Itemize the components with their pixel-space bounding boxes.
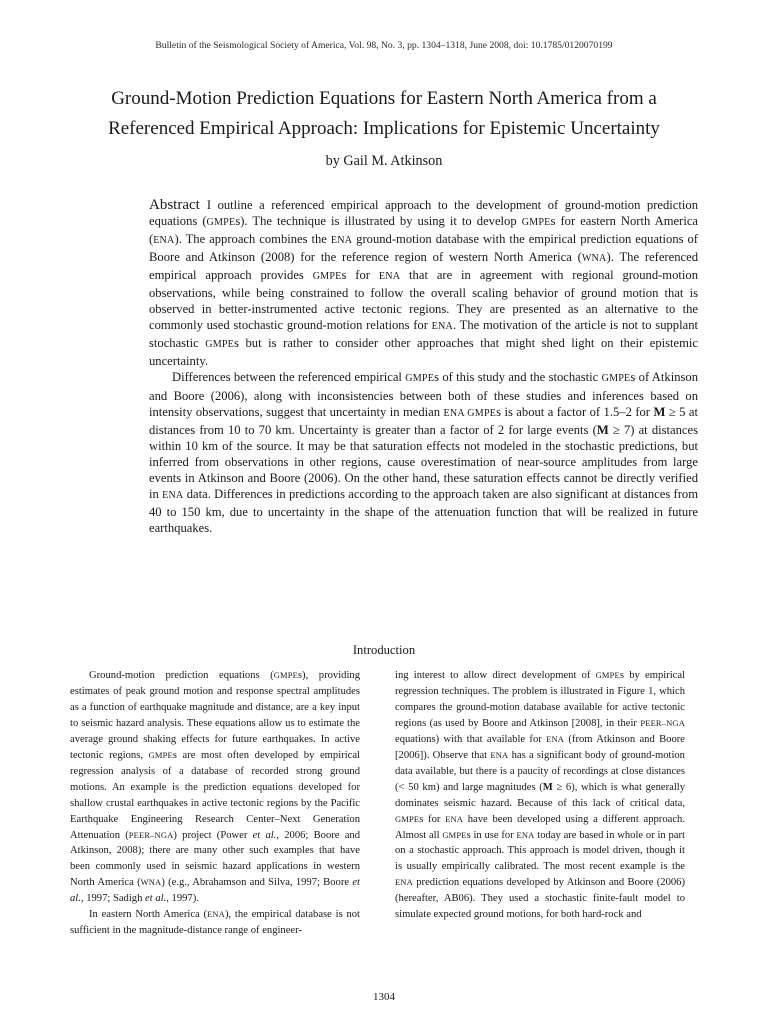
- body-paragraph: [395, 668, 685, 923]
- acronym: GMPE: [312, 271, 342, 283]
- body-text: have been developed using a different approach. Almost all: [395, 813, 685, 841]
- body-text: today are based in whole or in part on a stochastic approach. This approach is model driven, though it is usually empirically calibrated. The most recent example is the: [395, 829, 685, 873]
- body-text: (from Atkinson and Boore [2006]). Observe that: [395, 733, 685, 761]
- body-text: s are most often developed by empirical regression analysis of a database of recorded strong ground motions. An example is the prediction equations developed for shallow crustal earthquakes in active tectonic regions by the Pacific Earthquake Engineering Research Center–Next Generation Attenuation (: [70, 749, 360, 841]
- abstract-text: s for eastern North America (: [149, 214, 699, 247]
- body-text: , 2006; Boore and Atkinson, 2008); there are many other such examples that have been commonly used in seismic hazard applications in western North America (: [70, 829, 360, 889]
- body-text: equations) with that available for: [395, 733, 547, 745]
- acronym: ENA: [207, 909, 225, 920]
- acronym: WNA: [581, 253, 607, 265]
- article-title-line-1: Ground-Motion Prediction Equations for Eastern North America from a: [111, 88, 657, 109]
- magnitude-symbol: M: [542, 781, 553, 793]
- citation-etal: et al.: [252, 829, 277, 841]
- abstract-text: s of this study and the stochastic: [434, 370, 602, 385]
- body-text: has a significant body of ground-motion data available, but there is a paucity of recordings at close distances (< 50 km) and large magnitudes (: [395, 749, 685, 793]
- acronym: GMPE: [442, 829, 467, 840]
- acronym: ENA: [445, 813, 464, 824]
- body-paragraph: [70, 907, 360, 939]
- acronym: PEER–NGA: [640, 717, 685, 728]
- abstract-text: ground-motion database with the empirical prediction equations of Boore and Atkinson (2008) for the reference region of western North America (: [149, 232, 698, 265]
- body-text: ) project (Power: [173, 829, 253, 841]
- abstract-text: that are in agreement with regional ground-motion observations, while being constrained to follow the overall scaling behavior of ground motion that is observed in better-instrumented active tectonic regions. They are presented as an alternative to the commonly used stochastic ground-motion relations for: [149, 268, 698, 333]
- author-byline: by Gail M. Atkinson: [325, 153, 443, 169]
- body-text: s by empirical regression techniques. The problem is illustrated in Figure 1, which compares the ground-motion database available for active tectonic regions (as used by Boore and Atkinson [2008], in their: [395, 670, 685, 729]
- body-column-right: [395, 668, 685, 923]
- acronym: ENA GMPE: [443, 407, 497, 419]
- body-text: prediction equations developed by Atkinson and Boore (2006) (hereafter, AB06). They used a stochastic finite-fault model to simulate expected ground motions, for both hard-rock and: [395, 877, 685, 921]
- acronym: ENA: [516, 829, 535, 840]
- abstract-text: ). The referenced empirical approach provides: [149, 250, 698, 283]
- acronym: GMPE: [601, 373, 631, 385]
- magnitude-symbol: M: [596, 422, 609, 437]
- body-text: ), the empirical database is not sufficient in the magnitude-distance range of engineer-: [70, 909, 360, 937]
- acronym: GMPE: [395, 813, 420, 824]
- abstract-paragraph-1: [149, 197, 698, 369]
- body-text: s for: [419, 813, 446, 825]
- acronym: GMPE: [206, 217, 236, 229]
- abstract-text: I outline a referenced empirical approach to the development of ground-motion prediction equations (: [149, 198, 698, 229]
- acronym: GMPE: [405, 373, 435, 385]
- abstract-text: s for: [341, 268, 379, 283]
- acronym: ENA: [431, 321, 453, 333]
- acronym: GMPE: [205, 339, 235, 351]
- citation-etal: et al.: [70, 877, 360, 905]
- acronym: ENA: [395, 877, 413, 888]
- page-number: 1304: [373, 991, 395, 1003]
- body-text: In eastern North America (: [89, 909, 208, 921]
- abstract: [149, 197, 698, 536]
- acronym: PEER–NGA: [128, 829, 174, 840]
- abstract-text: ≥ 5 at distances from 10 to 70 km. Uncertainty is greater than a factor of 2 for large events (: [149, 404, 698, 437]
- body-text: s in use for: [466, 829, 517, 841]
- body-text: ≥ 6), which is what generally dominates seismic hazard. Because of this lack of critical data,: [395, 781, 685, 809]
- abstract-text: s). The technique is illustrated by using it to develop: [235, 214, 522, 229]
- abstract-text: s but is rather to consider other approaches that might shed light on their epistemic uncertainty.: [149, 336, 698, 369]
- magnitude-symbol: M: [653, 404, 666, 419]
- running-head: Bulletin of the Seismological Society of America, Vol. 98, No. 3, pp. 1304–1318, June 2008, doi: 10.1785/0120070199: [155, 40, 613, 51]
- abstract-text: ≥ 7) at distances within 10 km of the source. It may be that saturation effects not modeled in the stochastic predictions, but inferred from observations in other regions, cause overestimation of near-source amplitudes from large events in Atkinson and Boore (2006). On the other hand, these saturation effects cannot be directly verified in: [149, 422, 698, 501]
- body-paragraph: [70, 668, 360, 907]
- body-text: , 1997).: [166, 893, 199, 905]
- abstract-label: Abstract: [149, 197, 200, 213]
- abstract-text: s of Atkinson and Boore (2006), along with inconsistencies between both of these studies and inferences based on intensity observations, suggest that uncertainty in median: [149, 370, 698, 419]
- acronym: GMPE: [148, 749, 173, 760]
- acronym: ENA: [378, 271, 401, 283]
- body-text: , 1997; Sadigh: [80, 893, 146, 905]
- citation-etal: et al.: [145, 893, 167, 905]
- acronym: ENA: [546, 733, 565, 744]
- article-title-line-2: Referenced Empirical Approach: Implications for Epistemic Uncertainty: [108, 118, 660, 139]
- body-column-left: [70, 668, 360, 939]
- abstract-text: ). The approach combines the: [174, 232, 331, 247]
- abstract-paragraph-2: [149, 369, 698, 535]
- acronym: ENA: [162, 489, 184, 501]
- abstract-text: s is about a factor of 1.5–2 for: [496, 404, 654, 419]
- body-text: Ground-motion prediction equations (: [89, 670, 274, 681]
- acronym: ENA: [490, 749, 509, 760]
- body-text: ) (e.g., Abrahamson and Silva, 1997; Boore: [161, 877, 353, 889]
- body-text: s), providing estimates of peak ground motion and response spectral amplitudes as a function of earthquake magnitude and distance, are a key input to seismic hazard analysis. These equations allow us to estimate the average ground shaking effects for future earthquakes. In active tectonic regions,: [70, 670, 360, 761]
- abstract-text: . The motivation of the article is not to supplant stochastic: [149, 318, 698, 351]
- acronym: GMPE: [273, 670, 298, 680]
- abstract-text: Differences between the referenced empirical: [172, 370, 406, 385]
- acronym: GMPE: [595, 670, 620, 680]
- acronym: WNA: [140, 877, 162, 888]
- body-text: ing interest to allow direct development of: [395, 670, 596, 681]
- acronym: ENA: [330, 235, 353, 247]
- section-heading-introduction: Introduction: [352, 643, 416, 657]
- abstract-text: data. Differences in predictions according to the approach taken are also significant at distances from 40 to 150 km, due to uncertainty in the shape of the attenuation function that will be realized in future earthquakes.: [149, 486, 698, 535]
- acronym: GMPE: [521, 217, 551, 229]
- article-title: [40, 84, 728, 144]
- acronym: ENA: [153, 235, 175, 247]
